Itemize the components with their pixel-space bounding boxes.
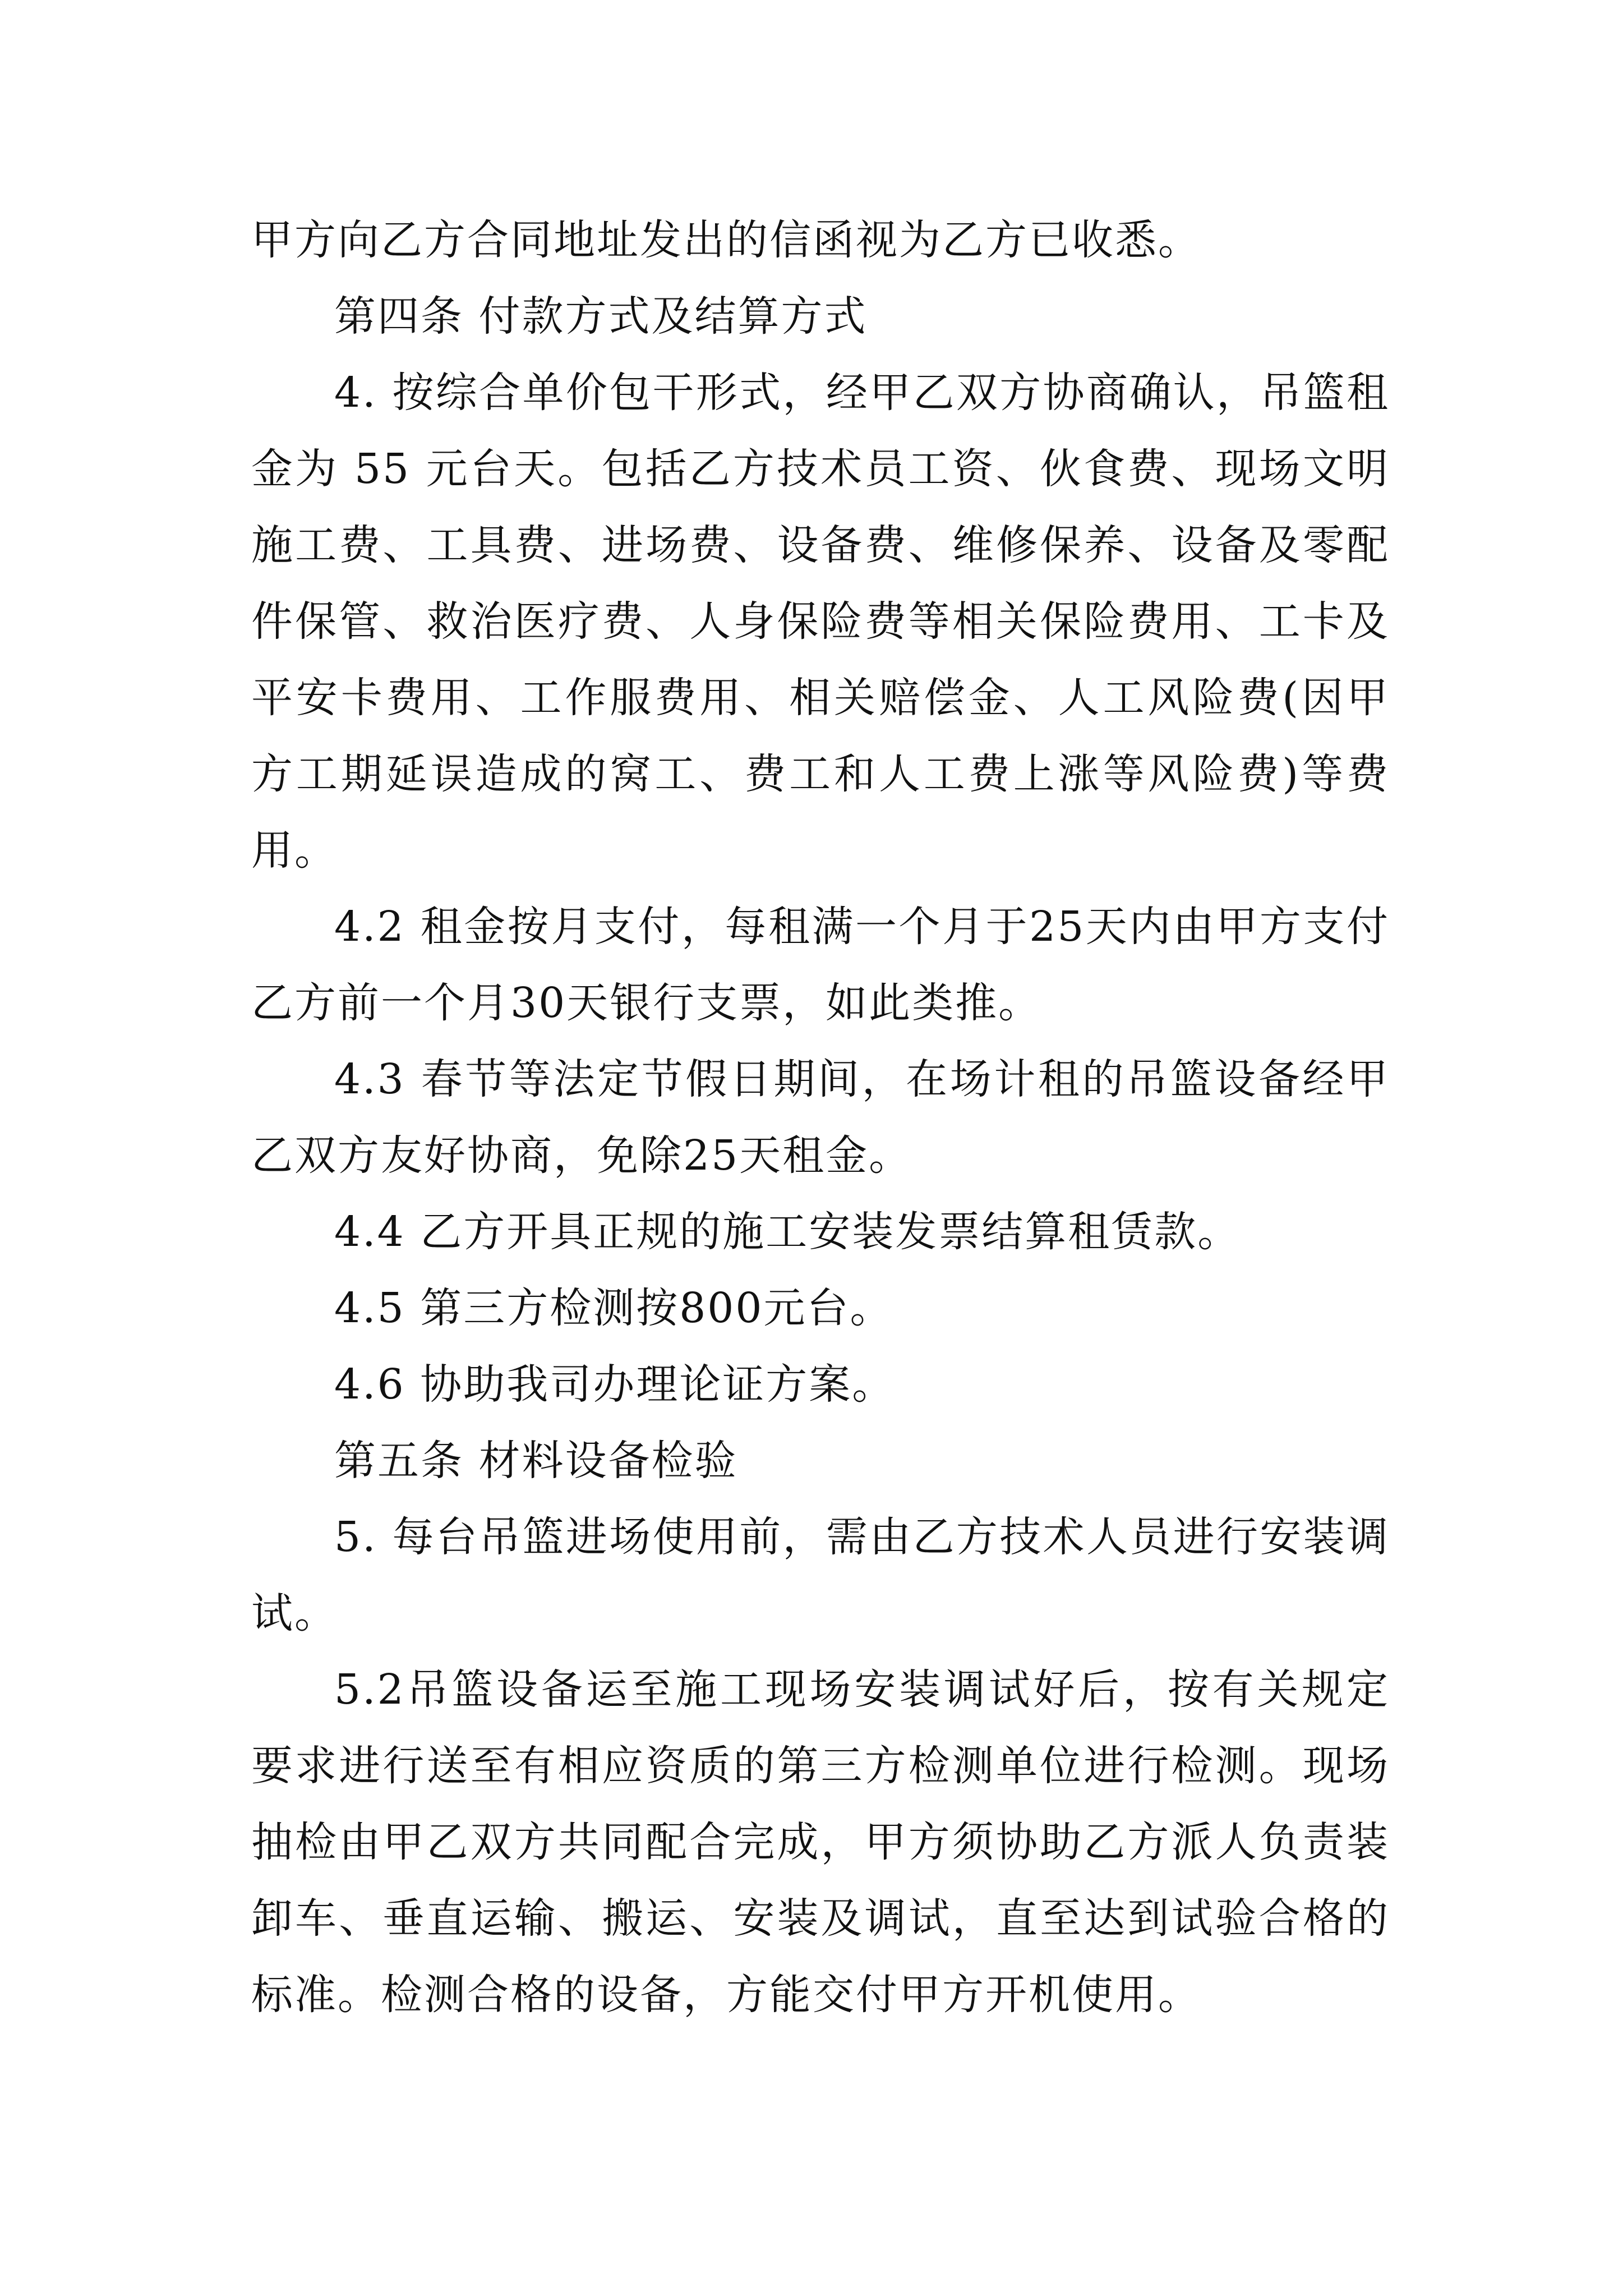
clause-4-1: 4. 按综合单价包干形式，经甲乙双方协商确认，吊篮租金为 55 元台天。包括乙方技术员工资、伙食费、现场文明施工费、工具费、进场费、设备费、维修保养、设备及零配件保管、救治医疗费、人身保险费等相关保险费用、工卡及平安卡费用、工作服费用、相关赔偿金、人工风险费(因甲方工期延误造成的窝工、费工和人工费上涨等风险费)等费用。 (251, 369, 1390, 875)
article-5-heading: 第五条 材料设备检验 (334, 1437, 738, 1485)
clause-4-2: 4.2 租金按月支付，每租满一个月于25天内由甲方支付乙方前一个月30天银行支票，如此类推。 (251, 903, 1390, 1027)
article-4-heading: 第四条 付款方式及结算方式 (334, 292, 868, 341)
document-body (251, 202, 1390, 2033)
clause-4-4: 4.4 乙方开具正规的施工安装发票结算租赁款。 (334, 1208, 1241, 1256)
clause-4-6: 4.6 协助我司办理论证方案。 (334, 1360, 896, 1409)
clause-4-3: 4.3 春节等法定节假日期间，在场计租的吊篮设备经甲乙双方友好协商，免除25天租金。 (251, 1055, 1390, 1180)
continuation-paragraph: 甲方向乙方合同地址发出的信函视为乙方已收悉。 (251, 216, 1201, 264)
clause-5-1: 5. 每台吊篮进场使用前，需由乙方技术人员进行安装调试。 (251, 1513, 1390, 1637)
clause-4-5: 4.5 第三方检测按800元台。 (334, 1284, 893, 1332)
clause-5-2: 5.2吊篮设备运至施工现场安装调试好后，按有关规定要求进行送至有相应资质的第三方检测单位进行检测。现场抽检由甲乙双方共同配合完成，甲方须协助乙方派人负责装卸车、垂直运输、搬运、安装及调试，直至达到试验合格的标准。检测合格的设备，方能交付甲方开机使用。 (251, 1665, 1390, 2019)
